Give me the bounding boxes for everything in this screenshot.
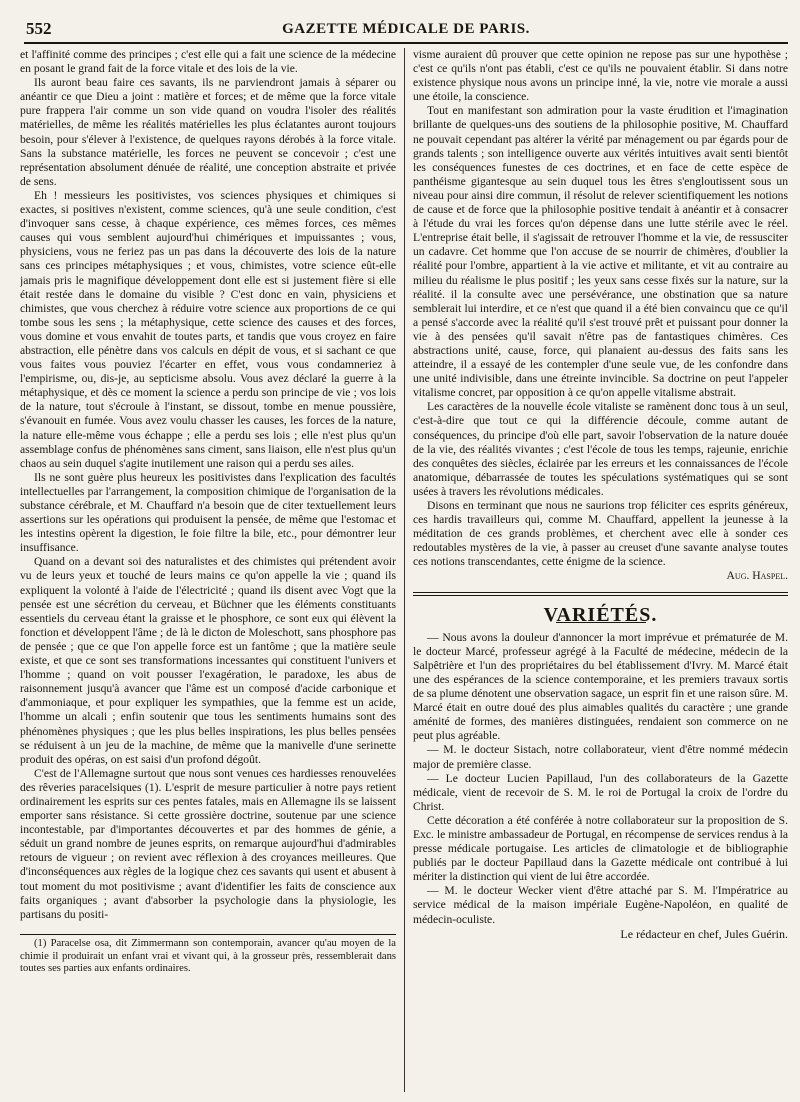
footnote-divider <box>20 934 396 935</box>
varietes-heading: VARIÉTÉS. <box>543 603 658 626</box>
running-title: GAZETTE MÉDICALE DE PARIS. <box>282 21 530 37</box>
varietes-item-1: — Nous avons la douleur d'annoncer la mort imprévue et prématurée de M. le docteur Marcé, professeur agrégé à la Faculté de médecine, médecin de la Salpêtrière et l'un des propriétaires du bel établissement d'Ivry. M. Marcé était une des espérances de la science contemporaine, et les premiers travaux sortis de sa plume dénotent une observation sagace, un esprit fin et une raison sûre. M. Marcé était en outre doué des plus aimables qualités du caractère ; une grande aménité de formes, des manières distinguées, rendaient son commerce on ne peut plus agréable. <box>413 630 788 743</box>
varietes-item-2: — M. le docteur Sistach, notre collaborateur, vient d'être nommé médecin major de première classe. <box>413 743 788 771</box>
section-divider <box>413 592 788 596</box>
left-paragraph-3: Eh ! messieurs les positivistes, vos sciences physiques et chimiques si exactes, si positives n'existent, comme sciences, qu'à une seule condition, c'est d'invoquer sans cesse, à chaque expérience, ces mêmes forces, ces mêmes causes qui vous semblent aujourd'hui chimériques et impuissantes ; vous, physiciens, vous ne feriez pas un pas dans la découverte des lois de la nature sans ces principes métaphysiques ; et vous, chimistes, votre science eût-elle jamais pris le magnifique développement dont elle est si justement fière si elle était restée dans le domaine du visible ? C'est donc en vain, physiciens et chimistes, que vous cherchez à réduire votre science aux proportions de ce qui tombe sous les sens ; la métaphysique, cette science des causes et des forces, vous domine et vous envahit de toutes parts, et tandis que vous croyez en faire abstraction, elle pénètre dans vos calculs en dépit de vous, et si sachant ce que vous faites vous pouviez l'écarter en effet, vous vous condamneriez à l'empirisme, ou, dis-je, au septicisme absolu. Vous avez déclaré la guerre à la métaphysique, et dès ce moment la science a perdu son principe de vie ; vos lois de la nature, tout s'écroule à l'instant, se dissout, tombe en menue poussière, s'évanouit en fumée. Vous avez voulu chasser les causes, les forces de la nature, la nature elle-même vous échappe ; elle a perdu ses lois ; elle n'est plus qu'un assemblage confus de phénomènes sans ciment, sans liaison, elle n'est plus qu'un chaos au sein duquel s'agite inutilement une raison qui a perdu ses ailes. <box>20 188 396 470</box>
right-paragraph-1: visme auraient dû prouver que cette opinion ne repose pas sur une hypothèse ; c'est ce qu'ils n'ont pas établi, c'est ce qu'ils ne pouvaient établir. Si dans notre existence physique nous avons un principe inné, la vie, notre vie morale a aussi une étoile, la conscience. <box>413 48 788 104</box>
left-paragraph-5: Quand on a devant soi des naturalistes et des chimistes qui prétendent avoir vu de leurs yeux et touché de leurs mains ce qu'on appelle la vie ; quand ils expliquent la volonté à l'aide de l'électricité ; quand ils disent avec Vogt que la pensée est une sécrétion du cerveau, et Büchner que les éléments constituants essentiels du cerveau étant la graisse et le phosphore, ce sont eux qui élèvent la fonction et développent l'âme ; de là le dicton de Moleschott, sans phosphore pas de pensée ; que ce que l'on appelle force est un fantôme ; que la matière seule existe, et que ce sont ses transformations incessantes qui constituent l'univers et l'homme ; quand on voit pousser l'exagération, le paradoxe, les abus de raisonnement jusqu'à avancer que l'âme est un composé d'acide carbonique et d'ammoniaque, et pour expliquer les sympathies, que la femme est un acide, l'homme un alcali ; enfin soutenir que tous les sentiments humains sont des phénomènes physiques ; que les plus belles inspirations, les plus belles pensées se réduisent à un jeu de la machine, de même que la manivelle d'une serinette produit des opéras, on est saisi d'un profond dégoût. <box>20 555 396 766</box>
page-number: 552 <box>26 19 52 38</box>
right-column <box>413 48 788 1090</box>
right-paragraph-3: Les caractères de la nouvelle école vitaliste se ramènent donc tous à un seul, c'est-à-dire que tout ce qui la différencie découle, comme autant de conséquences, du principe d'où elle part, savoir l'observation de la nature douée de la vie, des réalités vivantes ; c'est l'école de tous les temps, rajeunie, enrichie des conquêtes des siècles, éclairée par les erreurs et les connaissances de l'école anatomique, débarrassée de toutes les spéculations systématiques qui se sont usées à travers les révolutions médicales. <box>413 400 788 498</box>
left-paragraph-1: et l'affinité comme des principes ; c'est elle qui a fait une science de la médecine en posant le grand fait de la force vitale et des lois de la vie. <box>20 48 396 76</box>
left-paragraph-6: C'est de l'Allemagne surtout que nous sont venues ces hardiesses renouvelées des rêveries paracelsiques (1). L'esprit de mesure particulier à notre pays retient ordinairement les esprits sur ces pentes fatales, mais en Allemagne ils se laissent emporter sans résistance. Si cette grossière doctrine, soutenue par une science incontestable, par d'importantes découvertes et par des hommes de génie, a séduit un grand nombre de jeunes esprits, on remarque aujourd'hui d'admirables retours de vigueur ; on revient avec réflexion à des croyances meilleures. Que d'inconséquences aux règles de la logique chez ces savants qui usent et abusent à tout moment du mot positivisme ; avant d'identifier les faits de conscience aux faits organiques ; avant d'absorber la psychologie dans la physiologie, les partisans du positi- <box>20 766 396 921</box>
left-column <box>20 48 396 1090</box>
footnote: (1) Paracelse osa, dit Zimmermann son contemporain, avancer qu'au moyen de la chimie il produirait un enfant vrai et vivant qui, à la grosseur près, ressemblerait dans toutes ses parties aux enfants ordinaires. <box>20 937 396 975</box>
varietes-item-4: Cette décoration a été conférée à notre collaborateur sur la proposition de S. Exc. le ministre ambassadeur de Portugal, en récompense de services rendus à la presse médicale portugaise. Les articles de climatologie et de bibliographie publiés par le docteur Papillaud dans la Gazette médicale ont contribué à lui mériter la distinction qui vient de lui être accordée. <box>413 813 788 884</box>
left-paragraph-4: Ils ne sont guère plus heureux les positivistes dans l'explication des facultés intellectuelles par l'arrangement, la composition chimique de l'organisation de la substance cérébrale, et M. Chauffard n'a besoin que de citer textuellement leurs assertions sur les opérations qui produisent la pensée, de même que l'estomac et les intestins opèrent la digestion, le foie filtre la bile, etc., pour démontrer leur insuffisance. <box>20 470 396 555</box>
left-paragraph-2: Ils auront beau faire ces savants, ils ne parviendront jamais à séparer ou anéantir ce que Dieu a joint : matière et forces; et de même que la force vitale pure frappera l'air comme un son vide quand on voudra l'isoler des réalités matérielles, de même les réalités matérielles les plus éclatantes auront toujours besoin, pour s'élever à l'existence, de quelques rayons dérobés à la force vitale. Sans la substance matérielle, les forces ne peuvent se concevoir ; c'est une représentation absolument dénuée de réalité, une conception abstraite et privée de sens. <box>20 76 396 188</box>
varietes-item-5: — M. le docteur Wecker vient d'être attaché par S. M. l'Impératrice au service médical de la maison impériale Eugène-Napoléon, en qualité de médecin-oculiste. <box>413 884 788 926</box>
author-signature: Aug. Haspel. <box>726 569 788 583</box>
right-paragraph-2: Tout en manifestant son admiration pour la vaste érudition et l'imagination brillante de quelques-uns des soutiens de la philosophie positive, M. Chauffard ne pouvait cependant pas altérer la vérité par ménagement ou par égards pour de grands talents ; son intelligence ouverte aux vérités intuitives avait senti bientôt les conséquences funestes de ces doctrines, et en face de cette espèce de panthéisme gigantesque au sein duquel tous les êtres s'engloutissent sous un niveau pour ainsi dire commun, il résolut de relever scientifiquement les notions de cause et de force que la philosophie positive tendait à anéantir et à consacrer à l'étude du vrai les forces qu'on dépense dans une lutte stérile avec le réel. L'entreprise était belle, il s'agissait de retrouver l'homme et la vie, de ressusciter un cadavre. Cet homme que l'on accuse de se nourrir de chimères, d'oublier la réalité pour l'ombre, appartient à la vie active et militante, et vit au contraire au milieu du réalisme le plus positif ; les yeux sans cesse fixés sur la nature, sur la réalité. il la consulte avec une persévérance, une obstination que sa nature semblerait lui interdire, et ce n'est que quand il a été bien convaincu que ce qu'il a pensé s'accorde avec la réalité qu'il s'est trouvé prêt et puissant pour donner la vie à des pensées qu'il savait n'être pas de fantastiques chimères. Ces abstractions unité, cause, force, qui planaient au-dessus des faits sans les atteindre, il a essayé de les contempler d'une seule vue, de les confondre dans une unité indivisible, dans une étreinte invincible. Sa doctrine on peut l'appeler vitalisme concret, par opposition à ce qu'on appelle vitalisme abstrait. <box>413 104 788 400</box>
editor-signature: Le rédacteur en chef, Jules Guérin. <box>620 926 788 941</box>
column-divider <box>404 48 405 1092</box>
page-header <box>24 14 788 44</box>
varietes-item-3: — Le docteur Lucien Papillaud, l'un des collaborateurs de la Gazette médicale, vient de recevoir de S. M. le roi de Portugal la croix de l'ordre du Christ. <box>413 771 788 813</box>
right-paragraph-4: Disons en terminant que nous ne saurions trop féliciter ces esprits généreux, ces hardis travailleurs qui, comme M. Chauffard, appellent la jeunesse à la méditation de ces grands problèmes, et cherchent avec elle à sonder ces redoutables mystères de la vie, à passer au creuset d'une savante analyse toutes ces notions transcendantes, cette énigme de la science. <box>413 499 788 569</box>
